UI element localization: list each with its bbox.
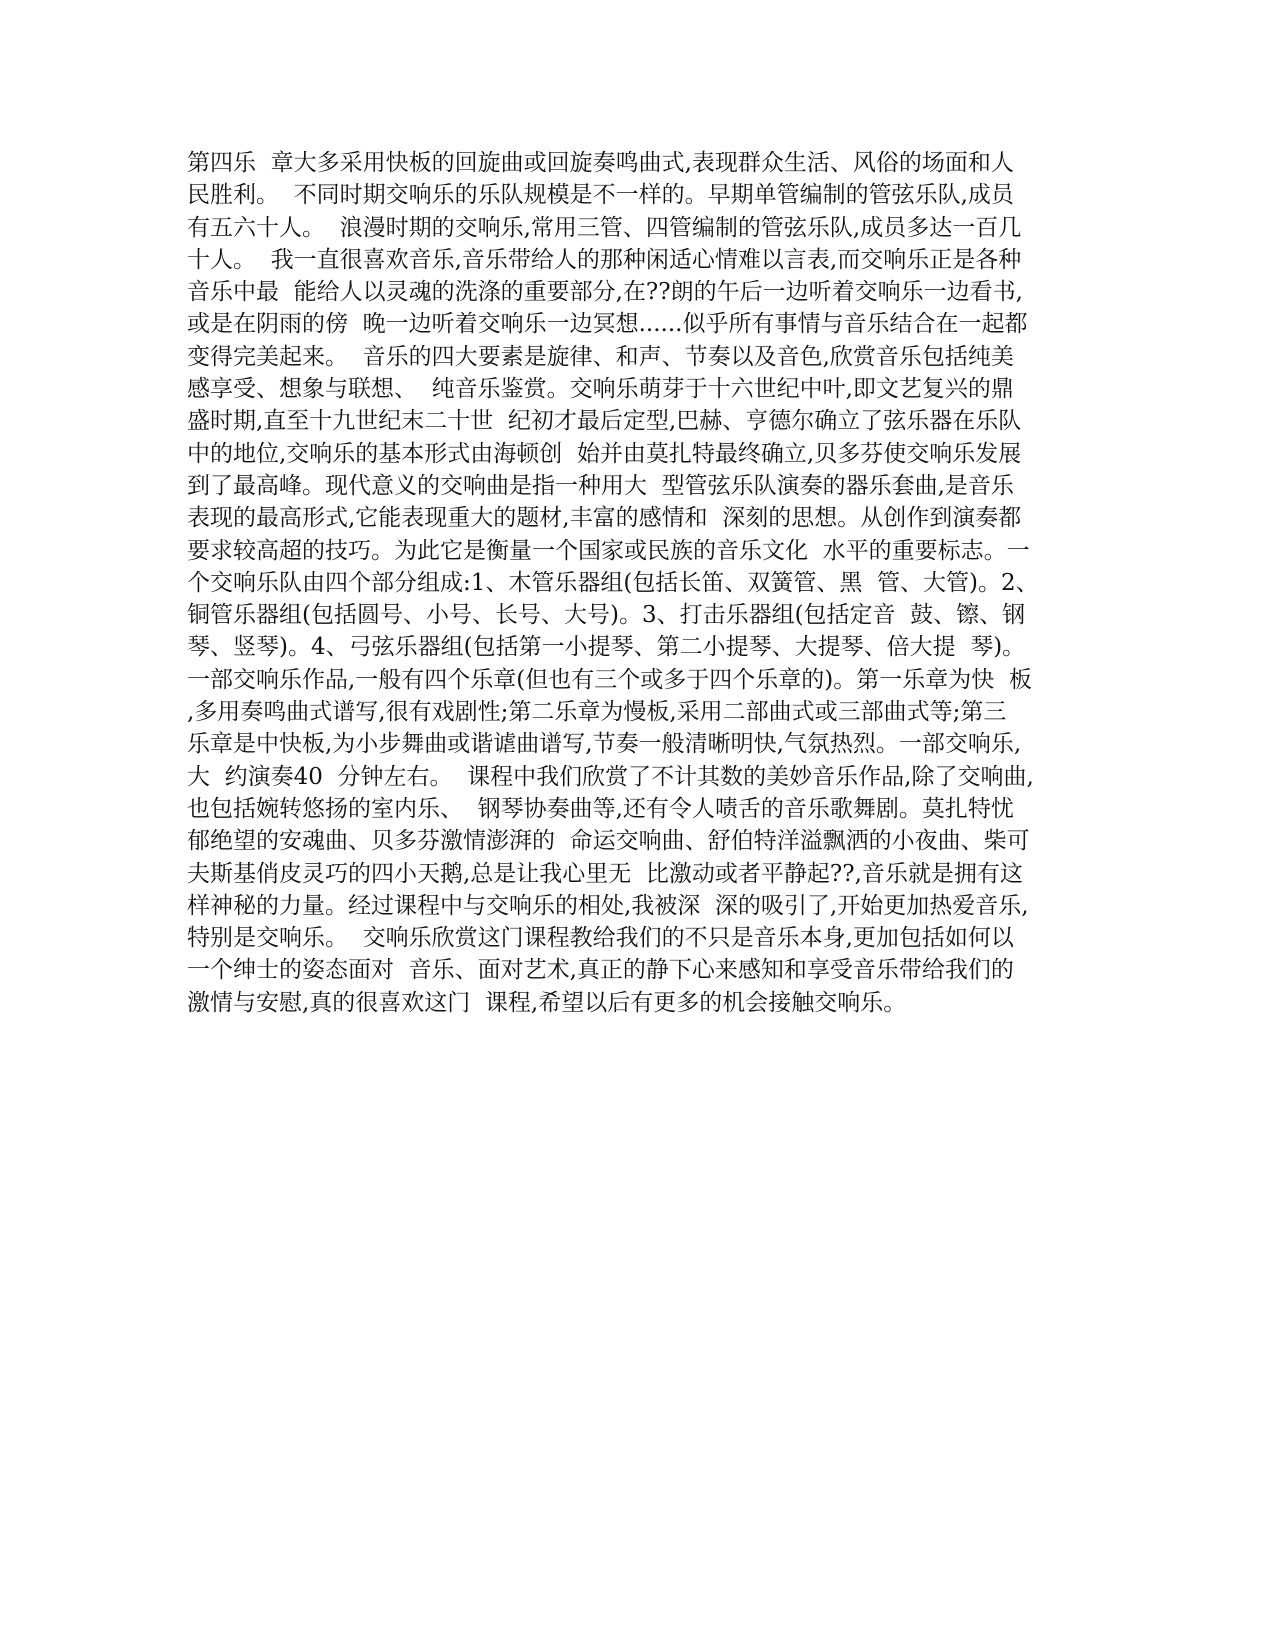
text-line: 激情与安慰,真的很喜欢这门 课程,希望以后有更多的机会接触交响乐。	[187, 989, 907, 1016]
text-line: 音乐中最 能给人以灵魂的洗涤的重要部分,在??朗的午后一边听着交响乐一边看书,	[187, 279, 1023, 306]
text-line: 中的地位,交响乐的基本形式由海顿创 始并由莫扎特最终确立,贝多芬使交响乐发展	[187, 440, 1022, 467]
body-text	[187, 147, 1087, 1019]
text-line: 表现的最高形式,它能表现重大的题材,丰富的感情和 深刻的思想。从创作到演奏都	[187, 505, 1022, 532]
text-line: 要求较高超的技巧。为此它是衡量一个国家或民族的音乐文化 水平的重要标志。一	[187, 537, 1030, 564]
text-line: 夫斯基俏皮灵巧的四小天鹅,总是让我心里无 比激动或者平静起??,音乐就是拥有这	[187, 860, 1023, 887]
text-line: 民胜利。 不同时期交响乐的乐队规模是不一样的。早期单管编制的管弦乐队,成员	[187, 182, 1014, 209]
text-line: 一部交响乐作品,一般有四个乐章(但也有三个或多于四个乐章的)。第一乐章为快 板	[187, 666, 1032, 693]
text-line: 个交响乐队由四个部分组成:1、木管乐器组(包括长笛、双簧管、黑 管、大管)。2、	[187, 569, 1039, 596]
text-line: 到了最高峰。现代意义的交响曲是指一种用大 型管弦乐队演奏的器乐套曲,是音乐	[187, 472, 1014, 499]
text-line: 一个绅士的姿态面对 音乐、面对艺术,真正的静下心来感知和享受音乐带给我们的	[187, 957, 1014, 984]
text-line: 第四乐 章大多采用快板的回旋曲或回旋奏鸣曲式,表现群众生活、风俗的场面和人	[187, 150, 1014, 176]
text-line: 郁绝望的安魂曲、贝多芬激情澎湃的 命运交响曲、舒伯特洋溢飘洒的小夜曲、柴可	[187, 828, 1030, 855]
text-line: 特别是交响乐。 交响乐欣赏这门课程教给我们的不只是音乐本身,更加包括如何以	[187, 925, 1014, 952]
text-line: ,多用奏鸣曲式谱写,很有戏剧性;第二乐章为慢板,采用二部曲式或三部曲式等;第三	[187, 699, 1007, 726]
text-line: 十人。 我一直很喜欢音乐,音乐带给人的那种闲适心情难以言表,而交响乐正是各种	[187, 246, 1022, 273]
text-line: 琴、竖琴)。4、弓弦乐器组(包括第一小提琴、第二小提琴、大提琴、倍大提 琴)。	[187, 634, 1026, 661]
text-line: 大 约演奏40 分钟左右。 课程中我们欣赏了不计其数的美妙音乐作品,除了交响曲,	[187, 763, 1034, 790]
text-line: 也包括婉转悠扬的室内乐、 钢琴协奏曲等,还有令人啧舌的音乐歌舞剧。莫扎特忧	[187, 795, 1014, 822]
text-line: 有五六十人。 浪漫时期的交响乐,常用三管、四管编制的管弦乐队,成员多达一百几	[187, 214, 1022, 241]
text-line: 铜管乐器组(包括圆号、小号、长号、大号)。3、打击乐器组(包括定音 鼓、镲、钢	[187, 602, 1026, 629]
text-line: 乐章是中快板,为小步舞曲或谐谑曲谱写,节奏一般清晰明快,气氛热烈。一部交响乐,	[187, 731, 1022, 758]
text-line: 样神秘的力量。经过课程中与交响乐的相处,我被深 深的吸引了,开始更加热爱音乐,	[187, 892, 1029, 919]
text-line: 变得完美起来。 音乐的四大要素是旋律、和声、节奏以及音色,欣赏音乐包括纯美	[187, 343, 1014, 370]
text-line: 盛时期,直至十九世纪末二十世 纪初才最后定型,巴赫、亨德尔确立了弦乐器在乐队	[187, 408, 1022, 435]
text-line: 或是在阴雨的傍 晚一边听着交响乐一边冥想......似乎所有事情与音乐结合在一起都	[187, 311, 1028, 338]
text-line: 感享受、想象与联想、 纯音乐鉴赏。交响乐萌芽于十六世纪中叶,即文艺复兴的鼎	[187, 376, 1014, 403]
